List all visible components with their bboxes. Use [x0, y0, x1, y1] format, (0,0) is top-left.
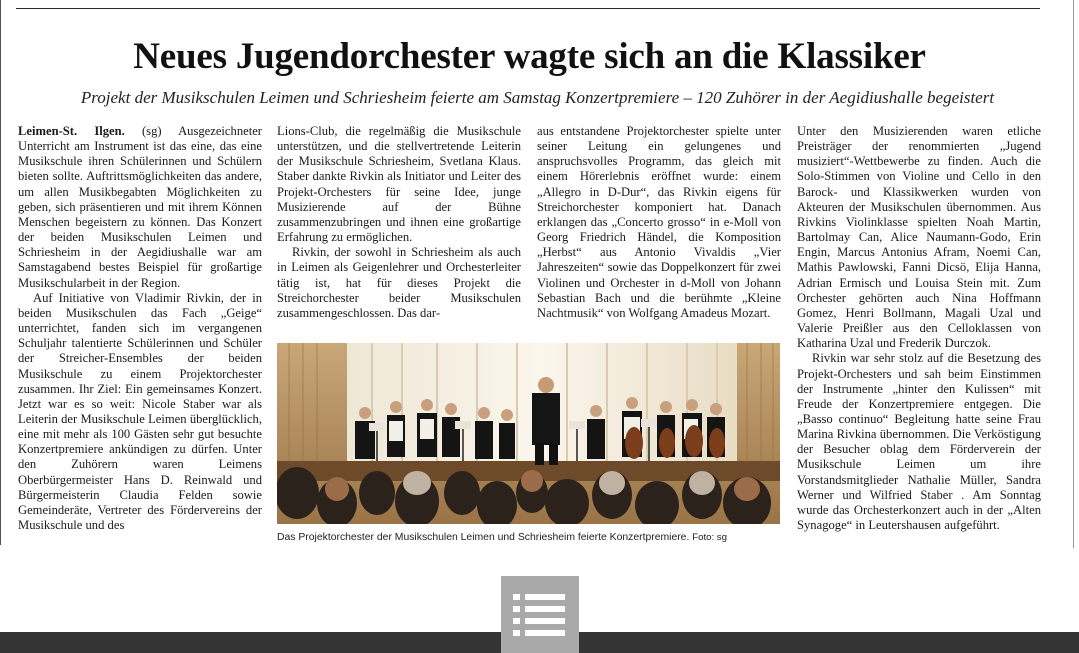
dateline: Leimen-St. Ilgen.	[18, 124, 125, 138]
article-column-3	[537, 124, 781, 321]
paragraph: Unter den Musizierenden waren etliche Preisträger der renommierten „Jugend musiziert“-Wettbewerbe zu finden. Auch die Solo-Stimmen von Violine und Cello in den Barock- und Klassikwerken wurden von Akteuren der Musikschulen übernommen. Aus Rivkins Violinklasse spielten Noah Martin, Bartolmay Can, Alice Naumann-Godo, Erin Engin, Marcus Antonius Afram, Noemi Can, Mathis Pawlowski, Fanni Dicsö, Elija Hanna, Adrian Ermisch und Louisa Stein mit. Zum Orchester gehörten auch Nina Hoffmann Gomez, Henri Bollmann, Magali Uzal und Valerie Preißler aus den Celloklassen von Katharina Uzal und Frederik Durczok.	[797, 124, 1041, 351]
page-edge-left	[0, 0, 1, 545]
photo-credit: Foto: sg	[692, 532, 727, 543]
paragraph: Auf Initiative von Vladimir Rivkin, der in beiden Musikschulen das Fach „Geige“ unterrichtet, fanden sich im vergangenen Schuljahr talentierte Schülerinnen und Schüler der Streicher-Ensembles der beiden Musikschule zu einem Projektorchester zusammen. Ihr Ziel: Ein gemeinsames Konzert. Jetzt war es so weit: Nicole Staber war als Leiterin der Musikschule Leimen überglücklich, eine mit mehr als 100 Gästen sehr gut besuchte Konzertpremiere ankündigen zu dürfen. Unter den Zuhörern waren Leimens Oberbürgermeister Hans D. Reinwald und Bürgermeisterin Claudia Felden sowie Gemeinderäte, Vertreter des Fördervereins der Musikschule und des	[18, 290, 262, 533]
subheadline: Projekt der Musikschulen Leimen und Schriesheim feierte am Samstag Konzertpremiere – 120 Zuhörer in der Aegidiushalle begeistert	[80, 88, 995, 107]
paragraph: Rivkin war sehr stolz auf die Besetzung des Projekt-Orchesters und sah beim Einstimmen der Instrumente „hinter den Kulissen“ mit Freude der Konzertpremiere entgegen. Die „Basso continuo“ Begleitung hatte seine Frau Marina Rivkina übernommen. Die Verköstigung der Besucher oblag dem Förderverein der Musikschule Leimen um ihre Vorstandsmitglieder Nathalie Müller, Sandra Werner und Wilfried Staber . Am Sonntag wurde das Orchesterkonzert auch in der „Alten Synagoge“ in Leutershausen aufgeführt.	[797, 351, 1041, 533]
top-rule	[16, 8, 1040, 9]
photo-caption: Das Projektorchester der Musikschulen Leimen und Schriesheim feierte Konzertpremiere. Foto: sg	[277, 532, 727, 543]
orchestra-photo	[277, 343, 780, 524]
paragraph: Rivkin, der sowohl in Schriesheim als auch in Leimen als Geigenlehrer und Orchesterleiter tätig ist, hat für dieses Projekt die Streichorchester beider Musikschulen zusammengeschlossen. Das dar-	[277, 245, 521, 320]
article-column-2	[277, 124, 521, 321]
paragraph: aus entstandene Projektorchester spielte unter seiner Leitung ein gelungenes und anspruchsvolles Programm, das gleich mit einem Hörerlebnis eröffnet wurde: einem „Allegro in D-Dur“, das Rivkin eigens für Streichorchester komponiert hat. Danach erklangen das „Concerto grosso“ in e-Moll von Georg Friedrich Händel, die Komposition „Herbst“ aus Antonio Vivaldis „Vier Jahreszeiten“ sowie das Doppelkonzert für zwei Violinen und Orchester in d-Moll von Johann Sebastian Bach und die berühmte „Kleine Nachtmusik“ von Wolfgang Amadeus Mozart.	[537, 124, 781, 320]
page-edge-right	[1073, 0, 1074, 548]
article-column-1	[18, 124, 262, 533]
paragraph: Leimen-St. Ilgen. (sg) Ausgezeichneter Unterricht am Instrument ist das eine, das eine Musikschule ihren Schülerinnen und Schülern bieten sollte. Auftrittsmöglichkeiten das andere, um allen Musikbegabten Möglichkeiten zu geben, sich präsentieren und mit ihrem Können Menschen begeistern zu können. Das Konzert der beiden Musikschulen Leimen und Schriesheim in der Aegidiushalle war am Samstagabend bestes Beispiel für großartige Musikschularbeit in der Region.	[18, 124, 262, 290]
headline: Neues Jugendorchester wagte sich an die Klassiker	[133, 36, 926, 77]
menu-button[interactable]	[501, 576, 579, 653]
list-menu-icon	[513, 592, 567, 638]
paragraph: Lions-Club, die regelmäßig die Musikschule unterstützen, und die stellvertretende Leiterin der Musikschule Schriesheim, Svetlana Klaus. Staber dankte Rivkin als Initiator und Leiter des Projekt-Orchesters für seine Idee, junge Musizierende auf der Bühne zusammenzubringen und ihnen eine großartige Erfahrung zu ermöglichen.	[277, 124, 521, 245]
article-column-4	[797, 124, 1041, 533]
